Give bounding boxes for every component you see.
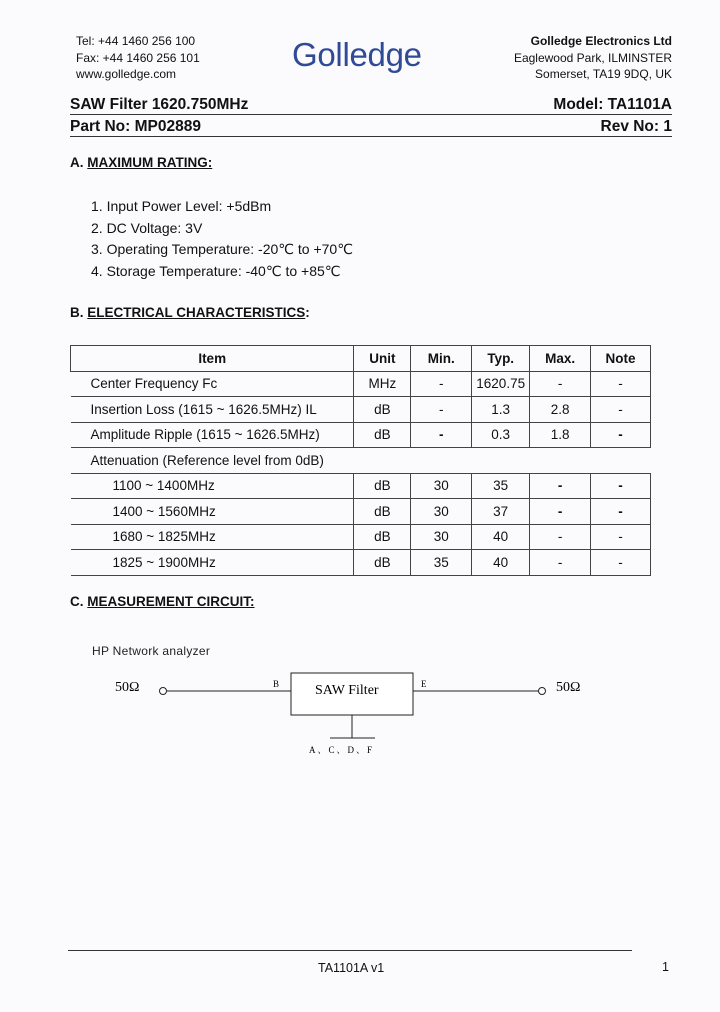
rating-item: 2. DC Voltage: 3V (91, 219, 203, 236)
col-header-min: Min. (411, 346, 472, 372)
network-analyzer-label: HP Network analyzer (92, 644, 211, 658)
cell-unit: dB (354, 524, 411, 550)
pin-out-label: E (421, 679, 427, 689)
cell-note: - (591, 550, 651, 576)
part-number-row (70, 118, 672, 136)
section-c-title: MEASUREMENT CIRCUIT: (87, 594, 255, 609)
table-header-row (71, 346, 651, 372)
cell-note: - (591, 371, 651, 397)
cell-typ: 40 (472, 524, 530, 550)
ground-pins-label: A、C、D、F (309, 745, 375, 755)
section-b-title: ELECTRICAL CHARACTERISTICS (87, 305, 306, 320)
cell-note: - (591, 499, 651, 525)
model-number: Model: TA1101A (553, 96, 672, 113)
cell-item: 1680 ~ 1825MHz (71, 524, 354, 550)
cell-typ: 40 (472, 550, 530, 576)
section-b-heading (70, 305, 310, 320)
cell-min: 30 (411, 473, 472, 499)
saw-filter-label: SAW Filter (315, 683, 379, 698)
cell-note: - (591, 524, 651, 550)
cell-min: - (411, 371, 472, 397)
cell-typ: 1.3 (472, 397, 530, 423)
address-line-2: Somerset, TA19 9DQ, UK (535, 67, 672, 81)
rating-item: 1. Input Power Level: +5dBm (91, 198, 272, 214)
part-number: Part No: MP02889 (70, 118, 201, 135)
max-rating-list (91, 196, 353, 283)
cell-typ: 0.3 (472, 422, 530, 448)
section-b-prefix: B. (70, 305, 84, 320)
address-line-1: Eaglewood Park, ILMINSTER (513, 50, 672, 65)
cell-typ: 37 (472, 499, 530, 525)
cell-unit: dB (354, 397, 411, 423)
cell-min: 30 (411, 524, 472, 550)
cell-max: - (530, 524, 591, 550)
port-left-label: 50Ω (115, 680, 140, 695)
col-header-item: Item (71, 346, 354, 372)
cell-item: Insertion Loss (1615 ~ 1626.5MHz) IL (71, 397, 354, 423)
table-row (71, 524, 651, 550)
table-row (71, 499, 651, 525)
col-header-note: Note (591, 346, 651, 372)
fax-text: Fax: +44 1460 256 101 (76, 50, 200, 65)
col-header-max: Max. (530, 346, 591, 372)
pin-in-label: B (273, 679, 280, 689)
cell-note: - (591, 473, 651, 499)
cell-unit: dB (354, 473, 411, 499)
product-title: SAW Filter 1620.750MHz (70, 96, 249, 113)
cell-unit: dB (354, 550, 411, 576)
section-b-suffix: : (305, 305, 310, 320)
product-title-row (70, 96, 672, 114)
tel-text: Tel: +44 1460 256 100 (76, 34, 196, 48)
cell-max: - (530, 550, 591, 576)
section-c-heading (70, 594, 255, 609)
header-divider-1 (70, 114, 672, 115)
cell-max: - (530, 499, 591, 525)
col-header-typ: Typ. (472, 346, 530, 372)
company-name: Golledge Electronics Ltd (530, 34, 672, 48)
table-row (71, 422, 651, 448)
table-row (71, 550, 651, 576)
cell-item: Amplitude Ripple (1615 ~ 1626.5MHz) (71, 422, 354, 448)
cell-min: - (411, 422, 472, 448)
table-row (71, 397, 651, 423)
cell-note: - (591, 422, 651, 448)
company-logo: Golledge (292, 36, 422, 73)
cell-item: 1825 ~ 1900MHz (71, 550, 354, 576)
table-row (71, 371, 651, 397)
revision-number: Rev No: 1 (600, 118, 672, 135)
cell-typ: 35 (472, 473, 530, 499)
header-divider-2 (70, 136, 672, 137)
cell-min: 35 (411, 550, 472, 576)
cell-note: - (591, 397, 651, 423)
cell-unit: MHz (354, 371, 411, 397)
cell-max: 1.8 (530, 422, 591, 448)
cell-item: 1400 ~ 1560MHz (71, 499, 354, 525)
attenuation-heading-row (71, 448, 651, 474)
website-link[interactable]: www.golledge.com (76, 67, 177, 81)
page-number: 1 (662, 960, 669, 974)
footer-divider (68, 950, 632, 951)
cell-max: - (530, 371, 591, 397)
contact-block (76, 33, 200, 83)
rating-item: 4. Storage Temperature: -40℃ to +85℃ (91, 263, 341, 280)
section-c-prefix: C. (70, 594, 84, 609)
section-a-prefix: A. (70, 155, 84, 170)
table-row (71, 473, 651, 499)
section-a-heading (70, 155, 212, 170)
attenuation-label: Attenuation (Reference level from 0dB) (71, 448, 651, 474)
cell-item: Center Frequency Fc (71, 371, 354, 397)
electrical-characteristics-table (70, 345, 651, 576)
port-right-terminal (539, 688, 546, 695)
cell-unit: dB (354, 422, 411, 448)
document-code: TA1101A v1 (318, 961, 385, 975)
section-a-title: MAXIMUM RATING: (87, 155, 213, 170)
col-header-unit: Unit (354, 346, 411, 372)
port-left-terminal (160, 688, 167, 695)
company-address (514, 33, 672, 83)
cell-min: 30 (411, 499, 472, 525)
port-right-label: 50Ω (556, 680, 581, 695)
cell-item: 1100 ~ 1400MHz (71, 473, 354, 499)
cell-max: 2.8 (530, 397, 591, 423)
rating-item: 3. Operating Temperature: -20℃ to +70℃ (91, 241, 353, 258)
cell-typ: 1620.75 (472, 371, 530, 397)
cell-max: - (530, 473, 591, 499)
measurement-circuit-diagram (0, 660, 720, 770)
cell-unit: dB (354, 499, 411, 525)
cell-min: - (411, 397, 472, 423)
